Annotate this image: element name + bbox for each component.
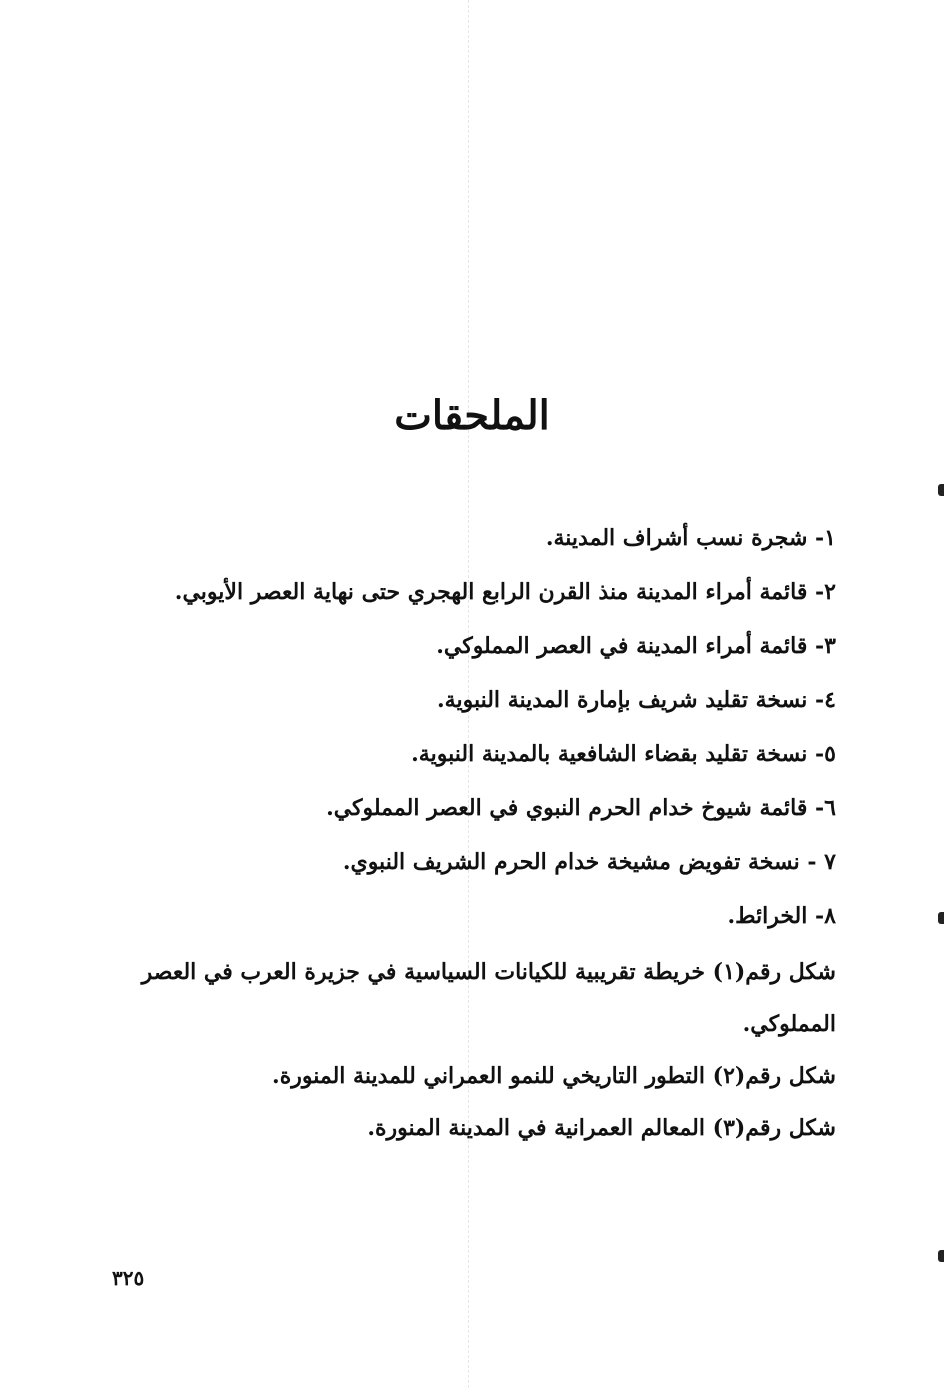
list-item: ٦- قائمة شيوخ خدام الحرم النبوي في العصر المملوكي. bbox=[326, 795, 836, 821]
figure-list bbox=[106, 946, 836, 1154]
appendix-list bbox=[106, 516, 836, 948]
list-item: ٥- نسخة تقليد بقضاء الشافعية بالمدينة النبوية. bbox=[411, 741, 836, 767]
page-number: ٣٢٥ bbox=[112, 1266, 145, 1290]
scan-edge-mark bbox=[938, 912, 944, 924]
list-item: ٧ - نسخة تفويض مشيخة خدام الحرم الشريف النبوي. bbox=[342, 849, 836, 875]
list-item: ٣- قائمة أمراء المدينة في العصر المملوكي. bbox=[436, 633, 836, 659]
list-item: ٤- نسخة تقليد شريف بإمارة المدينة النبوية. bbox=[437, 687, 836, 713]
list-item: ١- شجرة نسب أشراف المدينة. bbox=[545, 525, 836, 551]
scan-edge-mark bbox=[938, 1250, 944, 1262]
list-item: ٨- الخرائط. bbox=[727, 903, 836, 929]
scan-edge-mark bbox=[938, 484, 944, 496]
figure-item: شكل رقم(١) خريطة تقريبية للكيانات السياسية في جزيرة العرب في العصر المملوكي. bbox=[141, 959, 836, 1037]
list-item: ٢- قائمة أمراء المدينة منذ القرن الرابع الهجري حتى نهاية العصر الأيوبي. bbox=[174, 579, 836, 605]
page-title: الملحقات bbox=[394, 392, 550, 439]
figure-item: شكل رقم(٢) التطور التاريخي للنمو العمراني للمدينة المنورة. bbox=[272, 1063, 836, 1089]
figure-item: شكل رقم(٣) المعالم العمرانية في المدينة المنورة. bbox=[367, 1115, 836, 1141]
